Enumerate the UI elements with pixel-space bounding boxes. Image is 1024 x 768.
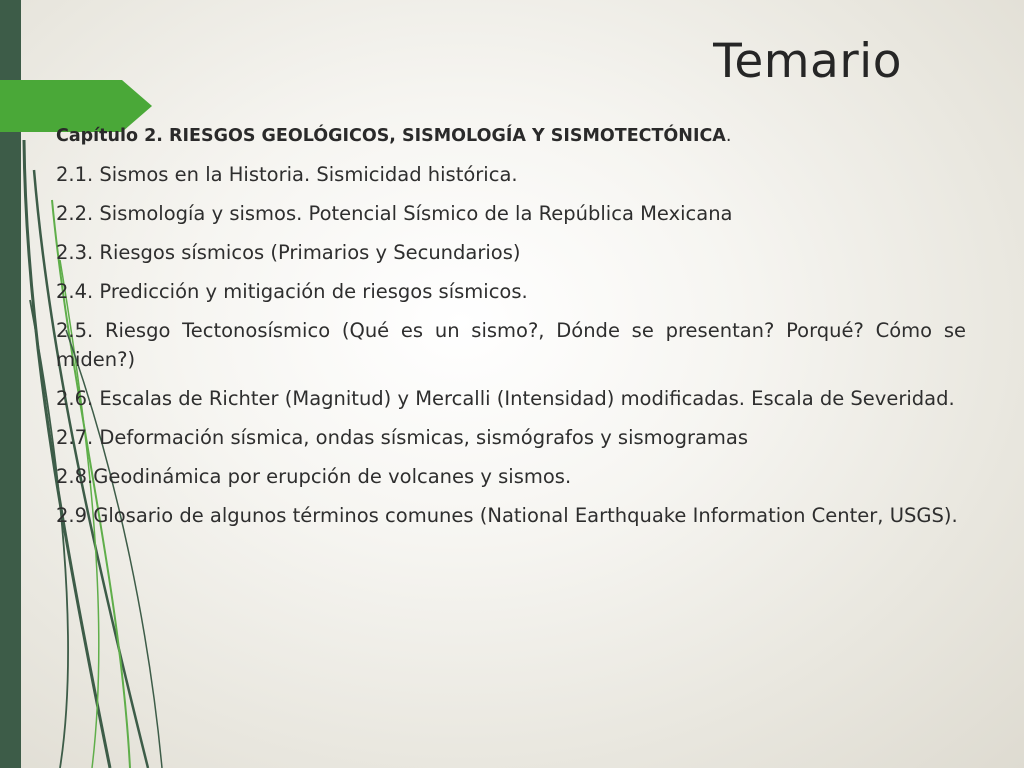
- chapter-heading-dot: .: [725, 126, 732, 146]
- topic-item-2-2: 2.2. Sismología y sismos. Potencial Sísmico de la República Mexicana: [56, 202, 733, 225]
- slide-title: Temario: [713, 34, 902, 89]
- topic-item-2-1: 2.1. Sismos en la Historia. Sismicidad histórica.: [56, 163, 518, 186]
- topic-item-2-3: 2.3. Riesgos sísmicos (Primarios y Secundarios): [56, 241, 521, 264]
- topic-item-2-5: 2.5. Riesgo Tectonosísmico (Qué es un sismo?, Dónde se presentan? Porqué? Cómo se miden?): [56, 319, 966, 371]
- topic-item-2-7: 2.7. Deformación sísmica, ondas sísmicas, sismógrafos y sismogramas: [56, 426, 749, 449]
- chapter-heading-text: Capítulo 2. RIESGOS GEOLÓGICOS, SISMOLOGÍA Y SISMOTECTÓNICA: [56, 126, 726, 146]
- topic-item-2-4: 2.4. Predicción y mitigación de riesgos sísmicos.: [56, 280, 528, 303]
- topic-item-2-8: 2.8.Geodinámica por erupción de volcanes y sismos.: [56, 465, 572, 488]
- topic-item-2-6: 2.6. Escalas de Richter (Magnitud) y Mercalli (Intensidad) modificadas. Escala de Severidad.: [56, 387, 955, 410]
- chapter-heading: [56, 121, 966, 151]
- topic-item-2-9: 2.9 Glosario de algunos términos comunes (National Earthquake Information Center, USGS).: [56, 504, 958, 527]
- topic-list: [56, 121, 966, 540]
